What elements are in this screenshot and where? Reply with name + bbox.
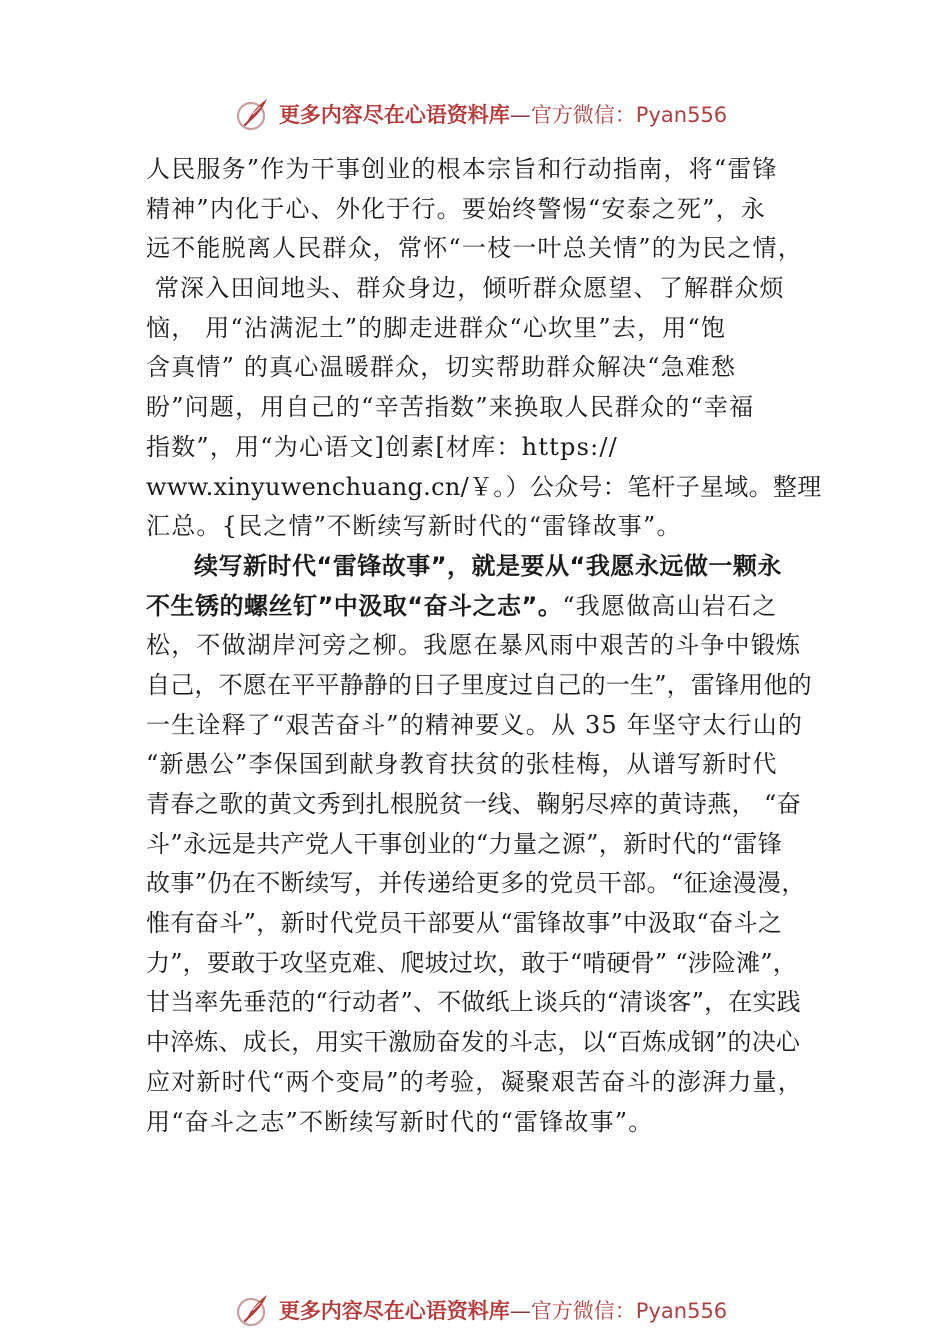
- text-line: 精神”内化于心、外化于行。要始终警惕“安泰之死”，永: [146, 194, 767, 223]
- footer-banner: [0, 1288, 950, 1332]
- text-line: 恼， 用“沾满泥土”的脚走进群众“心坎里”去，用“饱: [146, 313, 727, 342]
- text-span: “我愿做高山岩石之: [562, 591, 778, 620]
- quill-pen-icon: [233, 94, 273, 134]
- bold-heading-text: 不生锈的螺丝钉”中汲取“奋斗之志”。: [146, 591, 563, 620]
- text-line: 松，不做湖岸河旁之柳。我愿在暴风雨中艰苦的斗争中锻炼: [146, 631, 802, 660]
- text-line: www.xinyuwenchuang.cn/￥。）公众号：笔杆子星域。整理: [146, 472, 822, 501]
- text-line: 惟有奋斗”，新时代党员干部要从“雷锋故事”中汲取“奋斗之: [146, 909, 783, 938]
- text-line: 青春之歌的黄文秀到扎根脱贫一线、鞠躬尽瘁的黄诗燕， “奋: [146, 790, 802, 818]
- text-line: 用“奋斗之志”不断续写新时代的“雷锋故事”。: [146, 1107, 654, 1136]
- text-line-mixed: [146, 587, 846, 627]
- text-line: “新愚公”李保国到献身教育扶贫的张桂梅，从谱写新时代: [146, 750, 778, 779]
- text-line: 常深入田间地头、群众身边，倾听群众愿望、了解群众烦: [146, 274, 785, 303]
- paragraph-1: [146, 150, 846, 547]
- bold-heading-text: 续写新时代“雷锋故事”，就是要从“我愿永远做一颗永: [194, 551, 782, 580]
- text-line: 应对新时代“两个变局”的考验，凝聚艰苦奋斗的澎湃力量，: [146, 1067, 803, 1096]
- banner-separator: —: [509, 1299, 531, 1323]
- text-line: 中淬炼、成长，用实干激励奋发的斗志，以“百炼成钢”的决心: [146, 1028, 801, 1057]
- text-line: 甘当率先垂范的“行动者”、不做纸上谈兵的“清谈客”，在实践: [146, 988, 801, 1017]
- banner-main-text: 更多内容尽在心语资料库: [278, 103, 510, 127]
- banner-text: [279, 99, 727, 129]
- text-line: 斗”永远是共产党人干事创业的“力量之源”，新时代的“雷锋: [146, 829, 783, 858]
- text-line: 力”，要敢于攻坚克难、爬坡过坎，敢于“啃硬骨” “涉险滩”，: [146, 948, 797, 977]
- paragraph-2: [146, 547, 846, 1142]
- text-line-bold: [146, 547, 846, 587]
- text-line: 指数”，用“为心语文]创素[材库：https://: [146, 432, 618, 461]
- text-line: 盼”问题，用自己的“辛苦指数”来换取人民群众的“幸福: [146, 393, 755, 422]
- text-line: 汇总。{民之情”不断续写新时代的“雷锋故事”。: [146, 512, 682, 541]
- banner-wechat-text: 官方微信：Pyan556: [530, 103, 728, 127]
- document-body: [146, 150, 846, 1142]
- quill-pen-icon: [233, 1290, 273, 1330]
- text-line: 人民服务”作为干事创业的根本宗旨和行动指南，将“雷锋: [146, 155, 778, 183]
- banner-text: [279, 1295, 727, 1325]
- banner-separator: —: [509, 103, 531, 127]
- text-line: 远不能脱离人民群众，常怀“一枝一叶总关情”的为民之情，: [146, 234, 803, 263]
- text-line: 含真情” 的真心温暖群众，切实帮助群众解决“急难愁: [146, 353, 737, 382]
- text-line: 自己，不愿在平平静静的日子里度过自己的一生”，雷锋用他的: [146, 670, 812, 699]
- header-banner: [0, 92, 950, 136]
- banner-wechat-text: 官方微信：Pyan556: [530, 1299, 728, 1323]
- text-line: 故事”仍在不断续写，并传递给更多的党员干部。“征途漫漫，: [146, 869, 806, 898]
- banner-main-text: 更多内容尽在心语资料库: [278, 1299, 510, 1323]
- text-line: 一生诠释了“艰苦奋斗”的精神要义。从 35 年坚守太行山的: [146, 710, 804, 739]
